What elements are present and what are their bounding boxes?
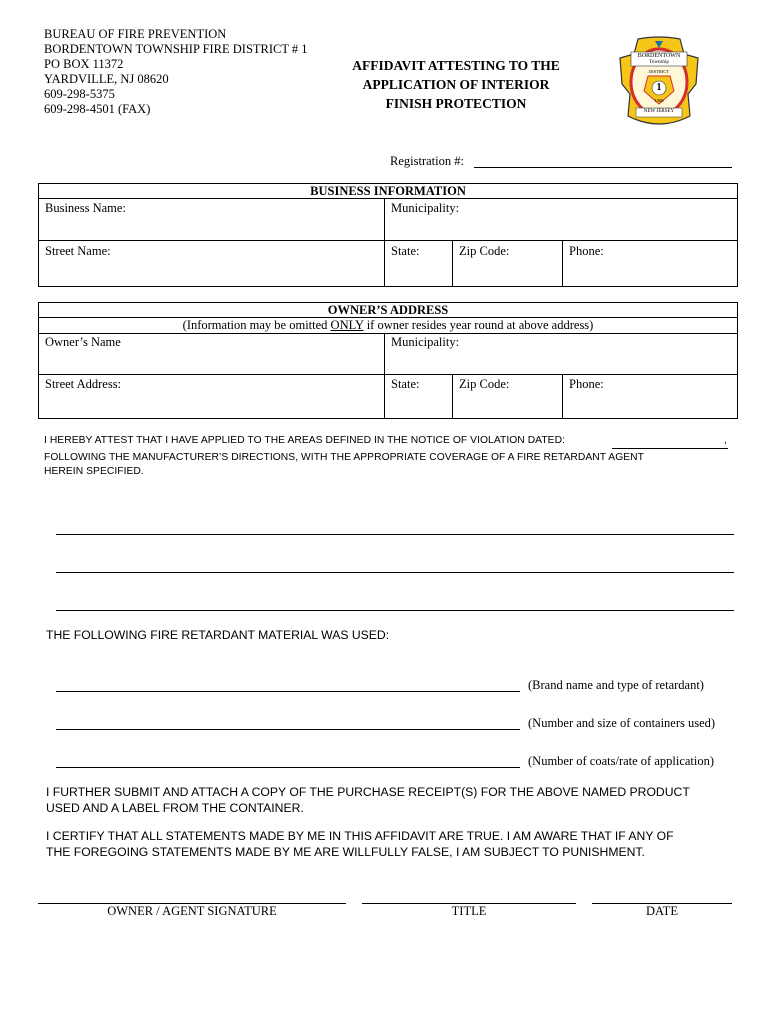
attest-line-3: HEREIN SPECIFIED. — [44, 466, 144, 477]
logo-year: 1968 — [654, 98, 664, 103]
owner-address-header: OWNER’S ADDRESS — [327, 303, 449, 317]
district-name: BORDENTOWN TOWNSHIP FIRE DISTRICT # 1 — [44, 42, 308, 56]
certify-statement-1: I CERTIFY THAT ALL STATEMENTS MADE BY ME IN THIS AFFIDAVIT ARE TRUE. I AM AWARE THAT IF ANY OF — [46, 829, 674, 843]
areas-line-3[interactable] — [56, 610, 734, 611]
signature-caption: OWNER / AGENT SIGNATURE — [107, 904, 277, 918]
owner-zip-field[interactable]: Zip Code: — [459, 377, 510, 391]
business-header-divider — [38, 198, 738, 199]
title-line-2: APPLICATION OF INTERIOR — [362, 77, 550, 92]
coats-caption: (Number of coats/rate of application) — [528, 754, 715, 768]
document-title — [320, 56, 592, 113]
brand-field[interactable] — [56, 691, 520, 692]
attest-line-1: I HEREBY ATTEST THAT I HAVE APPLIED TO THE AREAS DEFINED IN THE NOTICE OF VIOLATION DATED: — [44, 435, 565, 446]
owner-note-divider — [38, 333, 738, 334]
areas-line-2[interactable] — [56, 572, 734, 573]
owner-name-field[interactable]: Owner’s Name — [45, 335, 121, 349]
logo-bottom-text: NEW JERSEY — [643, 109, 675, 114]
business-state-field[interactable]: State: — [391, 244, 420, 258]
areas-line-1[interactable] — [56, 534, 734, 535]
owner-note-pre: (Information may be omitted — [182, 318, 331, 332]
owner-note — [38, 318, 738, 333]
owner-phone-field[interactable]: Phone: — [569, 377, 604, 391]
business-information-header: BUSINESS INFORMATION — [310, 184, 466, 198]
registration-label: Registration #: — [390, 154, 464, 168]
owner-state-field[interactable]: State: — [391, 377, 420, 391]
owner-note-only: ONLY — [330, 318, 364, 332]
logo-sub-text: Township — [649, 60, 669, 65]
po-box: PO BOX 11372 — [44, 57, 124, 71]
bureau-name: BUREAU OF FIRE PREVENTION — [44, 27, 227, 41]
containers-field[interactable] — [56, 729, 520, 730]
business-zip-field[interactable]: Zip Code: — [459, 244, 510, 258]
registration-field[interactable] — [474, 167, 732, 168]
receipt-statement-1: I FURTHER SUBMIT AND ATTACH A COPY OF THE PURCHASE RECEIPT(S) FOR THE ABOVE NAMED PRODUCT — [46, 785, 690, 799]
fax-number: 609-298-4501 (FAX) — [44, 102, 151, 116]
fire-district-logo — [618, 36, 700, 128]
title-line-3: FINISH PROTECTION — [385, 96, 527, 111]
owner-column-divider — [384, 333, 385, 419]
violation-date-field[interactable] — [612, 448, 728, 449]
business-state-divider — [452, 240, 453, 287]
business-row-divider — [38, 240, 738, 241]
containers-caption: (Number and size of containers used) — [528, 716, 716, 730]
owner-note-post: if owner resides year round at above address) — [363, 318, 594, 332]
owner-row-divider — [38, 374, 738, 375]
business-column-divider — [384, 198, 385, 287]
business-name-field[interactable]: Business Name: — [45, 201, 126, 215]
logo-district: DISTRICT — [648, 69, 670, 74]
date-caption: DATE — [646, 904, 678, 918]
owner-zip-divider — [562, 374, 563, 419]
logo-number: 1 — [656, 82, 662, 93]
attest-line-2: FOLLOWING THE MANUFACTURER’S DIRECTIONS, WITH THE APPROPRIATE COVERAGE OF A FIRE RETARDANT AGENT — [44, 452, 644, 463]
material-heading: THE FOLLOWING FIRE RETARDANT MATERIAL WAS USED: — [46, 628, 390, 642]
business-municipality-field[interactable]: Municipality: — [391, 201, 460, 215]
attest-comma: , — [724, 435, 727, 446]
coats-field[interactable] — [56, 767, 520, 768]
certify-statement-2: THE FOREGOING STATEMENTS MADE BY ME ARE WILLFULLY FALSE, I AM SUBJECT TO PUNISHMENT. — [46, 845, 645, 859]
owner-municipality-field[interactable]: Municipality: — [391, 335, 460, 349]
title-caption: TITLE — [451, 904, 487, 918]
title-line-1: AFFIDAVIT ATTESTING TO THE — [352, 58, 560, 73]
receipt-statement-2: USED AND A LABEL FROM THE CONTAINER. — [46, 801, 304, 815]
brand-caption: (Brand name and type of retardant) — [528, 678, 704, 692]
phone-number: 609-298-5375 — [44, 87, 115, 101]
business-phone-field[interactable]: Phone: — [569, 244, 604, 258]
business-street-field[interactable]: Street Name: — [45, 244, 111, 258]
logo-top-text: BORDENTOWN — [637, 53, 681, 59]
city-state-zip: YARDVILLE, NJ 08620 — [44, 72, 169, 86]
business-zip-divider — [562, 240, 563, 287]
owner-state-divider — [452, 374, 453, 419]
owner-street-field[interactable]: Street Address: — [45, 377, 122, 391]
